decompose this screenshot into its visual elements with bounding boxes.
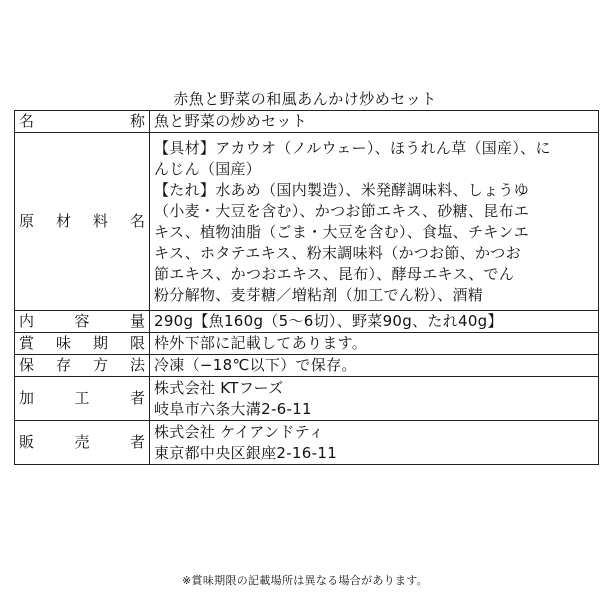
- seller-address: 東京都中央区銀座2-16-11: [154, 443, 338, 462]
- value-seller: [150, 421, 599, 465]
- materials-line: 【具材】アカウオ（ノルウェー）、ほうれん草（国産）、に: [154, 138, 551, 157]
- value-materials: [150, 133, 599, 311]
- footnote: ※賞味期限の記載場所は異なる場合があります。: [182, 574, 428, 587]
- materials-line: （小麦・大豆を含む）、かつお節エキス、砂糖、昆布エ: [154, 201, 530, 220]
- row-best-before: [15, 333, 599, 355]
- row-processor: [15, 377, 599, 421]
- label-content: 内 容 量: [15, 311, 150, 333]
- label-processor: 加 工 者: [15, 377, 150, 421]
- materials-line: 節エキス、かつおエキス、昆布）、酵母エキス、でん: [154, 264, 515, 283]
- row-name: [15, 111, 599, 133]
- materials-line: 粉分解物、麦芽糖／増粘剤（加工でん粉）、酒精: [154, 285, 484, 304]
- label-materials: 原 材 料 名: [15, 133, 150, 311]
- value-storage: 冷凍（−18℃以下）で保存。: [150, 355, 599, 377]
- label-seller: 販 売 者: [15, 421, 150, 465]
- materials-line: キス、ホタテエキス、粉末調味料（かつお節、かつお: [154, 243, 521, 262]
- row-storage: [15, 355, 599, 377]
- label-name: 名 称: [15, 111, 150, 133]
- materials-line: んじん（国産）: [154, 159, 262, 178]
- value-best-before: 枠外下部に記載してあります。: [150, 333, 599, 355]
- food-label-table: [14, 110, 599, 465]
- value-processor: [150, 377, 599, 421]
- product-title: 赤魚と野菜の和風あんかけ炒めセット: [173, 90, 437, 108]
- materials-line: キス、植物油脂（ごま・大豆を含む）、食塩、チキンエ: [154, 222, 530, 241]
- value-name: 魚と野菜の炒めセット: [150, 111, 599, 133]
- processor-address: 岐阜市六条大溝2-6-11: [154, 399, 312, 418]
- label-storage: 保 存 方 法: [15, 355, 150, 377]
- value-content: 290g【魚160g（5〜6切）、野菜90g、たれ40g】: [150, 311, 599, 333]
- label-best-before: 賞 味 期 限: [15, 333, 150, 355]
- materials-line: 【たれ】水あめ（国内製造）、米発酵調味料、しょうゆ: [154, 180, 530, 199]
- processor-company: 株式会社 KTフーズ: [154, 378, 284, 397]
- seller-company: 株式会社 ケイアンドティ: [154, 422, 325, 441]
- row-content: [15, 311, 599, 333]
- row-materials: [15, 133, 599, 311]
- row-seller: [15, 421, 599, 465]
